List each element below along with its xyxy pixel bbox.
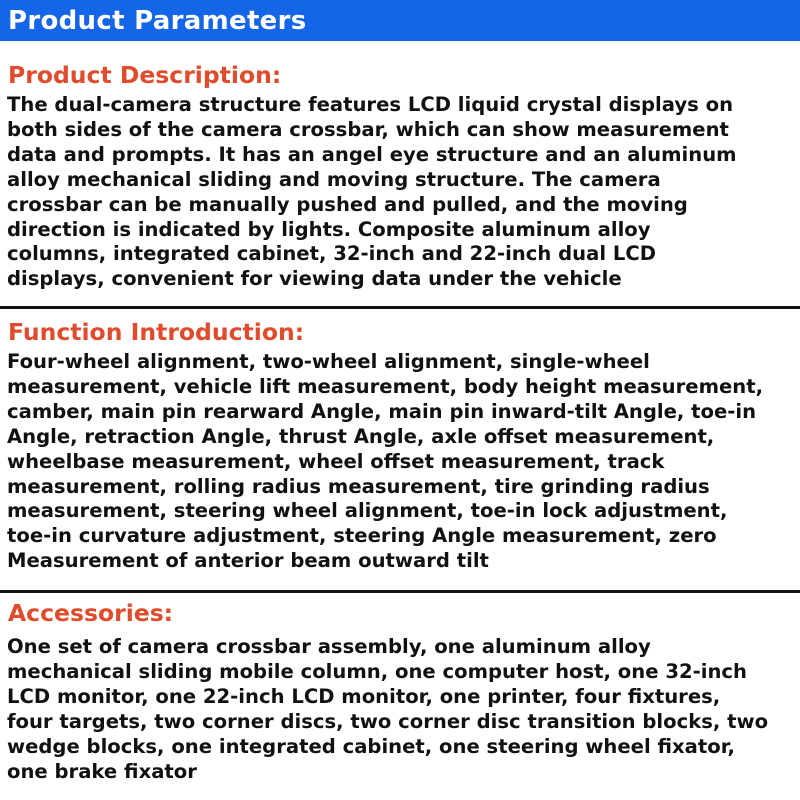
text-line: both sides of the camera crossbar, which can show measurement xyxy=(7,117,729,141)
text-line: measurement, vehicle lift measurement, body height measurement, xyxy=(7,374,764,398)
text-line: Measurement of anterior beam outward tilt xyxy=(7,549,489,573)
text-line: mechanical sliding mobile column, one computer host, one 32-inch xyxy=(7,659,747,683)
section-divider xyxy=(0,306,800,309)
text-line: measurement, rolling radius measurement, tire grinding radius xyxy=(7,474,710,498)
page-title: Product Parameters xyxy=(8,5,307,36)
page-header xyxy=(0,0,800,41)
section-heading: Function Introduction: xyxy=(8,318,305,346)
text-line: alloy mechanical sliding and moving structure. The camera xyxy=(7,167,661,191)
text-line: data and prompts. It has an angel eye structure and an aluminum xyxy=(7,142,737,166)
text-line: displays, convenient for viewing data under the vehicle xyxy=(7,267,622,291)
text-line: LCD monitor, one 22-inch LCD monitor, one printer, four fixtures, xyxy=(7,684,721,708)
text-line: crossbar can be manually pushed and pulled, and the moving xyxy=(7,192,688,216)
text-line: columns, integrated cabinet, 32-inch and 22-inch dual LCD xyxy=(7,242,656,266)
text-line: Angle, retraction Angle, thrust Angle, axle offset measurement, xyxy=(7,424,715,448)
section-divider xyxy=(0,590,800,593)
section-heading: Accessories: xyxy=(8,599,174,627)
text-line: The dual-camera structure features LCD liquid crystal displays on xyxy=(7,93,734,116)
section-body xyxy=(0,635,800,784)
text-line: Four-wheel alignment, two-wheel alignment, single-wheel xyxy=(7,350,650,373)
section-body xyxy=(0,93,800,292)
text-line: toe-in curvature adjustment, steering Angle measurement, zero xyxy=(7,524,717,548)
section-body xyxy=(0,350,800,574)
section-accessories xyxy=(0,599,800,784)
text-line: One set of camera crossbar assembly, one aluminum alloy xyxy=(7,635,651,658)
text-line: wheelbase measurement, wheel offset measurement, track xyxy=(7,449,665,473)
text-line: four targets, two corner discs, two corner disc transition blocks, two xyxy=(7,709,769,733)
text-line: measurement, steering wheel alignment, toe-in lock adjustment, xyxy=(7,499,728,523)
text-line: direction is indicated by lights. Composite aluminum alloy xyxy=(7,217,651,241)
section-product-description xyxy=(0,61,800,292)
section-heading: Product Description: xyxy=(8,61,282,89)
text-line: wedge blocks, one integrated cabinet, one steering wheel fixator, xyxy=(7,734,735,758)
text-line: camber, main pin rearward Angle, main pin inward-tilt Angle, toe-in xyxy=(7,399,757,423)
text-line: one brake fixator xyxy=(7,759,197,783)
section-function-introduction xyxy=(0,318,800,574)
